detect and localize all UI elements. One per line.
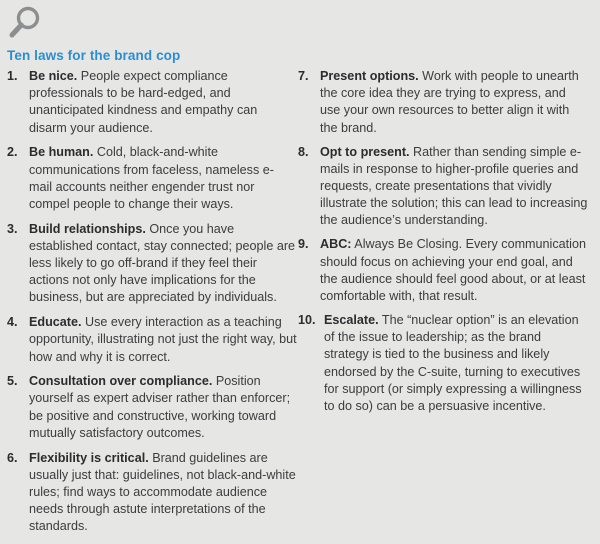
law-item xyxy=(298,236,588,305)
law-number: 7. xyxy=(298,69,309,83)
law-heading: Flexibility is critical. xyxy=(29,450,149,465)
law-number: 5. xyxy=(7,374,18,389)
law-number: 9. xyxy=(298,237,309,252)
law-text: Brand guidelines are usually just that: guidelines, not black-and-white rules; find ways to accommodate audience needs through astute interpretations of the standards. xyxy=(29,450,296,534)
law-item xyxy=(7,314,297,366)
law-text: Position yourself as expert adviser rather than enforcer; be positive and constructive, working toward mutually satisfactory outcomes. xyxy=(29,374,291,440)
law-heading: Build relationships. xyxy=(29,221,146,236)
law-number: 6. xyxy=(7,450,18,465)
law-text: Once you have established contact, stay connected; people are less likely to go off-brand if they feel their actions not only have implications for the business, but are appreciated by individuals. xyxy=(29,221,296,305)
laws-column-right xyxy=(298,68,588,415)
law-text: Use every interaction as a teaching opportunity, illustrating not just the right way, but how and why it is correct. xyxy=(29,315,297,364)
law-heading: Present options. xyxy=(320,69,419,83)
law-number: 10. xyxy=(298,313,316,328)
law-text: Rather than sending simple e-mails in response to higher-profile queries and requests, create presentations that vividly illustrate the solution; this can lead to increasing the audience’s understanding. xyxy=(320,144,588,228)
law-item xyxy=(7,373,297,442)
law-item xyxy=(7,450,297,536)
law-heading: ABC: xyxy=(320,237,352,252)
law-item xyxy=(298,312,588,415)
law-item xyxy=(298,144,588,230)
law-item xyxy=(298,68,588,137)
law-number: 2. xyxy=(7,145,18,160)
law-number: 4. xyxy=(7,315,18,330)
law-heading: Escalate. xyxy=(324,313,379,328)
laws-column-left xyxy=(7,68,297,536)
law-number: 8. xyxy=(298,144,309,159)
law-heading: Consultation over compliance. xyxy=(29,374,213,389)
section-title: Ten laws for the brand cop xyxy=(7,48,181,63)
law-heading: Opt to present. xyxy=(320,144,410,159)
law-text: The “nuclear option” is an elevation of the issue to leadership; as the brand strategy is tied to the business and likely endorsed by the C-suite, turning to executives for support (or simply expressing a willingness to do so) can be a persuasive incentive. xyxy=(324,313,582,414)
law-text: Work with people to unearth the core idea they are trying to express, and use your own resources to better align it with the brand. xyxy=(320,69,579,135)
law-text: Always Be Closing. Every communication should focus on achieving your end goal, and the audience should feel good about, or at least comfortable with, that result. xyxy=(320,237,586,304)
law-heading: Educate. xyxy=(29,315,82,330)
law-number: 3. xyxy=(7,221,18,236)
law-heading: Be human. xyxy=(29,145,94,160)
law-text: Cold, black-and-white communications from faceless, nameless e-mail accounts neither engender trust nor compel people to change their ways. xyxy=(29,145,274,211)
law-item xyxy=(7,221,297,307)
law-number: 1. xyxy=(7,69,18,83)
magnifier-icon xyxy=(7,4,45,40)
law-heading: Be nice. xyxy=(29,69,78,83)
law-item xyxy=(7,68,297,137)
law-text: People expect compliance professionals to be hard-edged, and unanticipated kindness and empathy can disarm your audience. xyxy=(29,69,258,135)
law-item xyxy=(7,144,297,213)
